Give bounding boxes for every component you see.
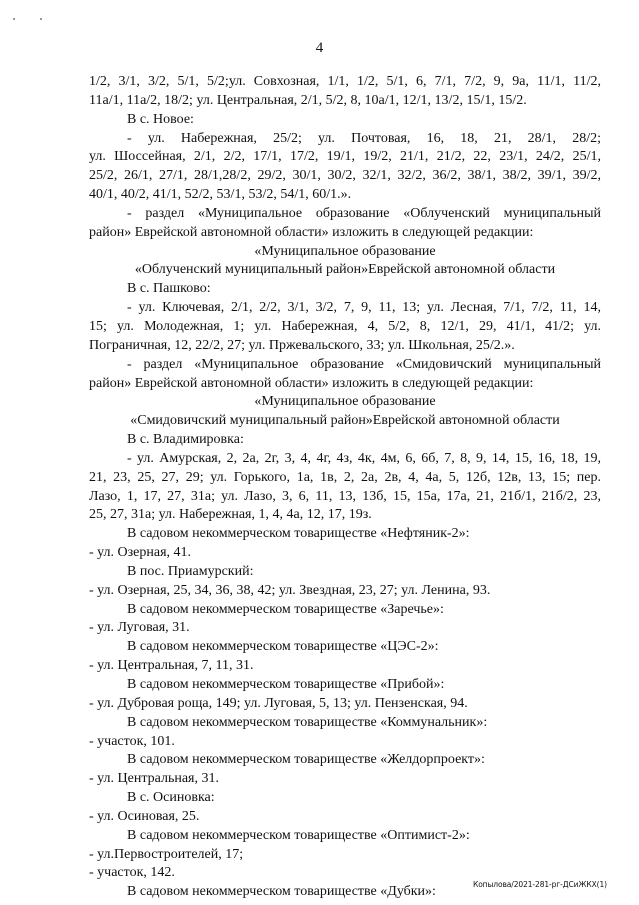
text-line: Пограничная, 12, 22/2, 27; ул. Пржевальского, 33; ул. Школьная, 25/2.». <box>89 337 515 353</box>
text-line: - ул. Амурская, 2, 2а, 2г, 3, 4, 4г, 4з, 4к, 4м, 6, 6б, 7, 8, 9, 14, 15, 16, 18, 19, <box>127 450 601 466</box>
text-line: В садовом некоммерческом товариществе «Нефтяник-2»: <box>127 526 470 542</box>
text-line: В садовом некоммерческом товариществе «Коммунальник»: <box>127 714 488 730</box>
text-line: В садовом некоммерческом товариществе «Дубки»: <box>127 884 436 900</box>
text-line: 40/1, 40/2, 41/1, 52/2, 53/1, 53/2, 54/1, 60/1.». <box>89 187 352 203</box>
text-line: В садовом некоммерческом товариществе «ЦЭС-2»: <box>127 639 439 655</box>
text-line: - ул. Осиновая, 25. <box>89 808 200 824</box>
text-line: В садовом некоммерческом товариществе «Заречье»: <box>127 601 444 617</box>
text-line: В пос. Приамурский: <box>127 563 254 579</box>
footer-reference: Копылова/2021-281-рг-ДСиЖКХ(1) <box>472 880 607 889</box>
text-line: В садовом некоммерческом товариществе «Прибой»: <box>127 677 445 692</box>
text-line: ул. Шоссейная, 2/1, 2/2, 17/1, 17/2, 19/1, 19/2, 21/1, 21/2, 22, 23/1, 24/2, 25/1, <box>89 149 601 165</box>
text-line: - участок, 101. <box>89 733 175 749</box>
text-line: - ул. Центральная, 7, 11, 31. <box>89 658 254 674</box>
text-line: район» Еврейской автономной области» изложить в следующей редакции: <box>89 224 534 240</box>
text-line: В садовом некоммерческом товариществе «Оптимист-2»: <box>127 827 470 843</box>
text-line: - раздел «Муниципальное образование «Облученский муниципальный <box>127 205 601 221</box>
text-line: 21, 23, 25, 27, 29; ул. Горького, 1а, 1в, 2, 2а, 2в, 4, 4а, 5, 12б, 12в, 13, 15; пер. <box>89 469 601 485</box>
text-line-centered: «Муниципальное образование <box>254 394 436 410</box>
text-line: - ул. Ключевая, 2/1, 2/2, 3/1, 3/2, 7, 9, 11, 13; ул. Лесная, 7/1, 7/2, 11, 14, <box>127 300 601 316</box>
text-line: - ул. Набережная, 25/2; ул. Почтовая, 16, 18, 21, 28/1, 28/2; <box>127 130 601 146</box>
text-line-centered: «Облученский муниципальный район»Еврейской автономной области <box>134 262 556 278</box>
text-line: - участок, 142. <box>89 865 175 881</box>
text-line: В с. Новое: <box>127 111 194 127</box>
text-line-centered: «Муниципальное образование <box>254 243 436 259</box>
text-line: район» Еврейской автономной области» изложить в следующей редакции: <box>89 375 534 391</box>
page-number: 4 <box>315 40 324 56</box>
text-line: 11а/1, 11а/2, 18/2; ул. Центральная, 2/1, 5/2, 8, 10а/1, 12/1, 13/2, 15/1, 15/2. <box>89 92 527 108</box>
text-line: Лазо, 1, 17, 27, 31а; ул. Лазо, 3, 6, 11, 13, 13б, 15, 15а, 17а, 21, 21б/1, 21б/2, 23, <box>89 488 601 504</box>
text-line: В садовом некоммерческом товариществе «Желдорпроект»: <box>127 752 485 768</box>
text-line: - ул.Первостроителей, 17; <box>89 846 244 862</box>
text-line: - ул. Дубровая роща, 149; ул. Луговая, 5, 13; ул. Пензенская, 94. <box>89 695 468 711</box>
text-line: 25/2, 26/1, 27/1, 28/1,28/2, 29/2, 30/1, 30/2, 32/1, 32/2, 36/2, 38/1, 38/2, 39/1, 39/2, <box>89 168 601 184</box>
text-line: 15; ул. Молодежная, 1; ул. Набережная, 4, 5/2, 8, 12/1, 29, 41/1, 41/2; ул. <box>89 318 601 334</box>
scan-speck <box>40 18 42 20</box>
text-line: 25, 27, 31а; ул. Набережная, 1, 4, 4а, 12, 17, 19з. <box>89 507 372 523</box>
scan-speck <box>13 18 15 20</box>
text-line: - ул. Озерная, 25, 34, 36, 38, 42; ул. Звездная, 23, 27; ул. Ленина, 93. <box>89 582 491 598</box>
text-line: - раздел «Муниципальное образование «Смидовичский муниципальный <box>127 356 601 372</box>
text-line: - ул. Озерная, 41. <box>89 545 192 561</box>
text-line-centered: «Смидовичский муниципальный район»Еврейской автономной области <box>130 413 560 429</box>
document-body <box>89 73 601 902</box>
text-line: - ул. Центральная, 31. <box>89 771 219 787</box>
text-line: В с. Осиновка: <box>127 790 215 806</box>
text-line: 1/2, 3/1, 3/2, 5/1, 5/2;ул. Совхозная, 1/1, 1/2, 5/1, 6, 7/1, 7/2, 9, 9а, 11/1, 11/2, <box>89 74 601 89</box>
text-line: В с. Владимировка: <box>127 432 244 448</box>
text-line: - ул. Луговая, 31. <box>89 620 190 636</box>
text-line: В с. Пашково: <box>127 281 211 297</box>
